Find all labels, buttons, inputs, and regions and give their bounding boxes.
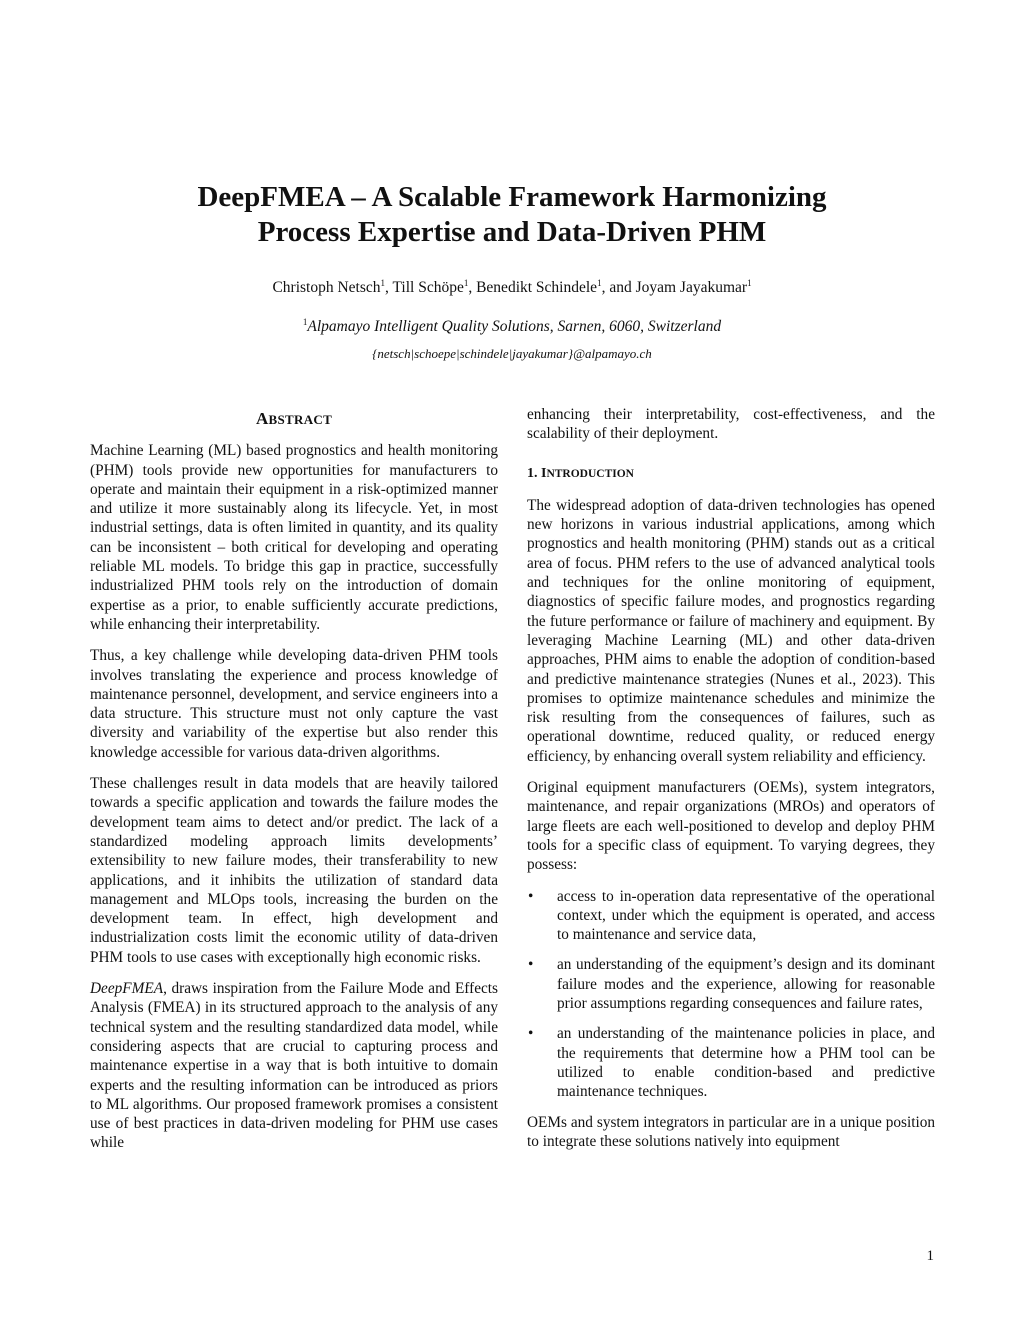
affiliation: [0, 318, 1024, 336]
capability-list: [527, 887, 935, 1102]
list-item: • access to in-operation data representative of the operational context, under which the equipment is operated, and access to maintenance and service data,: [528, 887, 935, 944]
paper-title: [0, 180, 1024, 250]
bullet-icon: •: [528, 1025, 534, 1043]
affiliation-marker: 1: [302, 316, 308, 327]
introduction-paragraph: Original equipment manufacturers (OEMs), system integrators, maintenance, and repair organizations (MROs) and operators of large fleets are each well-positioned to develop and deploy PHM tools for a specific class of equipment. To varying degrees, they possess:: [527, 779, 935, 874]
framework-name: DeepFMEA: [90, 980, 164, 998]
introduction-heading: 1. INTRODUCTION: [527, 465, 634, 481]
author-emails: {netsch|schoepe|schindele|jayakumar}@alpamayo.ch: [372, 346, 652, 361]
introduction-paragraph: The widespread adoption of data-driven technologies has opened new horizons in various industrial applications, among which prognostics and health monitoring (PHM) stands out as a critical area of focus. PHM refers to the use of advanced analytical tools and techniques for the online monitoring of equipment, diagnostics of specific failure modes, and prognostics regarding the future performance or failure of machinery and equipment. By leveraging Machine Learning (ML) and other data-driven approaches, PHM aims to enable the adoption of condition-based and predictive maintenance strategies (Nunes et al., 2023). This promises to optimize maintenance schedules and minimize the risk resulting from the consequences of failures, such as operational downtime, reduced quality, or reduced energy efficiency, by enhancing overall system reliability and efficiency.: [527, 496, 935, 765]
introduction-paragraph: OEMs and system integrators in particular are in a unique position to integrate these solutions natively into equipment: [527, 1113, 935, 1150]
author: Till Schöpe$^1$,: [392, 277, 477, 296]
title-line-2: Process Expertise and Data-Driven PHM: [257, 216, 767, 248]
abstract-paragraph: Thus, a key challenge while developing data-driven PHM tools involves translating the experience and process knowledge of maintenance personnel, development, and service engineers into a data structure. This structure must not only capture the vast diversity and variability of the expertise but also render this knowledge accessible for various data-driven algorithms.: [90, 647, 498, 761]
list-item: • an understanding of the equipment’s design and its dominant failure modes and the experience, allowing for reasonable prior assumptions regarding consequences and failure rates,: [528, 956, 935, 1013]
abstract-heading: ABSTRACT: [255, 409, 333, 428]
bullet-icon: •: [528, 887, 534, 905]
abstract-paragraph: These challenges result in data models that are heavily tailored towards a specific application and towards the failure modes the development team aims to detect and/or predict. The lack of a standardized modeling approach limits developments’ extensibility to new failure modes, their transferability to new applications, and it inhibits the utilization of standard data management and MLOps tools, increasing the burden on the development team. In effect, high development and industrialization costs limit the economic utility of data-driven PHM tools to use cases with exceptionally high economic risks.: [90, 775, 498, 966]
left-column: [90, 405, 498, 1165]
title-line-1: DeepFMEA – A Scalable Framework Harmonizing: [197, 181, 827, 213]
abstract-paragraph: Machine Learning (ML) based prognostics and health monitoring (PHM) tools provide new opportunities for manufacturers to operate and maintain their equipment in a risk-optimized manner and utilize it more sustainably along its lifecycle. Yet, in most industrial settings, data is often limited in quantity, and its quality can be inconsistent – both critical for developing and operating reliable ML models. To bridge this gap in practice, successfully industrialized PHM tools rely on the introduction of domain expertise as a prior, to enable sufficiently accurate predictions, while enhancing their interpretability.: [90, 442, 498, 633]
author-list: [0, 279, 1024, 297]
list-item: • an understanding of the maintenance policies in place, and the requirements that determine how a PHM tool can be utilized to enable condition-based and predictive maintenance techniques.: [528, 1025, 935, 1101]
abstract-paragraph: DeepFMEA, draws inspiration from the Failure Mode and Effects Analysis (FMEA) in its structured approach to the analysis of any technical system and the resulting standardized data model, while considering aspects that are crucial to capturing process and maintenance expertise in a way that is both intuitive to domain experts and the resulting information can be introduced as priors to ML algorithms. Our proposed framework promises a consistent use of best practices in data-driven modeling for PHM use cases while: [90, 980, 498, 1152]
author: Christoph Netsch$^1$,: [272, 277, 393, 296]
bullet-icon: •: [528, 956, 534, 974]
author: Benedikt Schindele$^1$, and: [476, 277, 636, 296]
affiliation-text: Alpamayo Intelligent Quality Solutions, Sarnen, 6060, Switzerland: [307, 318, 722, 335]
abstract-continuation: enhancing their interpretability, cost-effectiveness, and the scalability of their deployment.: [527, 406, 935, 443]
page-number: 1: [926, 1248, 934, 1264]
right-column: [527, 405, 935, 1163]
author: Joyam Jayakumar$^1$: [635, 277, 752, 296]
